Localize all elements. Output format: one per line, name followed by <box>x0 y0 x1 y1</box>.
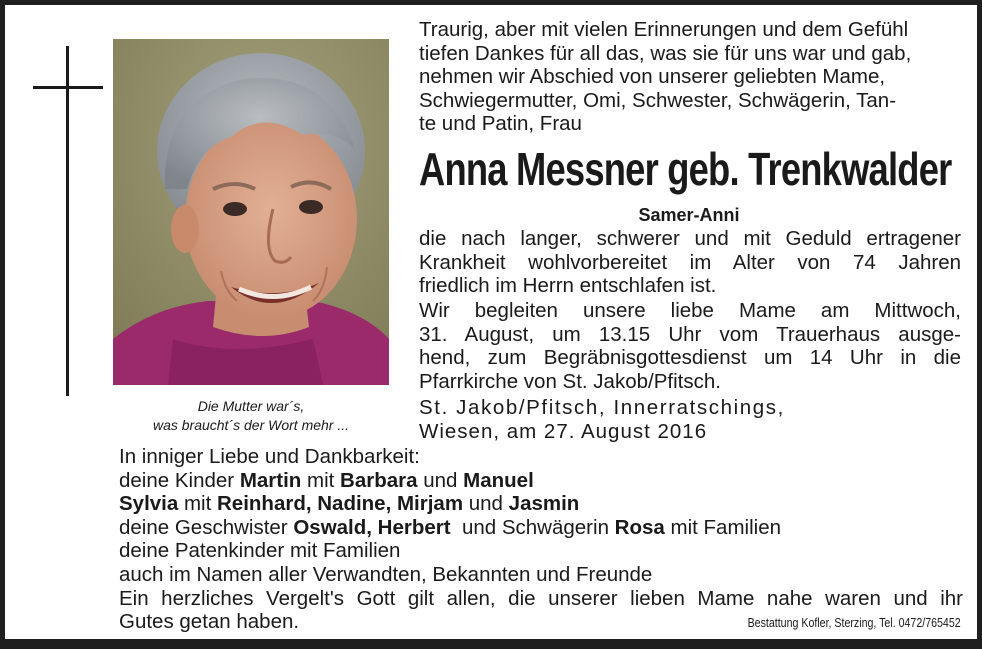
godchildren-line: deine Patenkinder mit Familien <box>119 539 401 562</box>
family-intro: In inniger Liebe und Dankbarkeit: <box>119 445 420 468</box>
passing-line: Krankheit wohlvorbereitet im Alter von 74 Jahren <box>419 250 961 274</box>
family-name: Barbara <box>340 468 418 492</box>
family-name: Rosa <box>614 515 665 539</box>
caption-line: was braucht´s der Wort mehr ... <box>152 417 350 433</box>
obituary-notice <box>5 5 977 639</box>
family-name: Martin <box>239 468 302 492</box>
closing-line: Ein herzliches Vergelt's Gott gilt allen, die unserer lieben Mame nahe waren und ihr <box>119 587 963 610</box>
place-line: St. Jakob/Pfitsch, Innerratschings, <box>419 396 785 419</box>
portrait-photo <box>113 39 389 385</box>
family-name: Sylvia <box>119 492 179 515</box>
family-name: Jasmin <box>508 492 580 515</box>
funeral-paragraph <box>419 299 961 393</box>
family-name: Reinhard, Nadine, Mirjam <box>217 492 464 515</box>
date-line: Wiesen, am 27. August 2016 <box>419 419 708 443</box>
deceased-name: Anna Messner geb. Trenkwalder <box>419 143 952 195</box>
cross-icon <box>33 46 103 396</box>
closing-line: Gutes getan haben. <box>119 610 300 633</box>
family-text: mit Familien <box>664 515 781 539</box>
intro-line: Schwiegermutter, Omi, Schwester, Schwägerin, Tan- <box>419 88 897 112</box>
photo-caption <box>113 397 389 435</box>
children-line <box>119 492 969 516</box>
family-text: deine Kinder <box>119 468 240 492</box>
funeral-line: Pfarrkirche von St. Jakob/Pfitsch. <box>419 369 721 393</box>
caption-line: Die Mutter war´s, <box>197 398 305 414</box>
intro-line: nehmen wir Abschied von unserer geliebten Mame, <box>419 65 886 88</box>
family-text: und <box>417 468 464 492</box>
passing-line: friedlich im Herrn entschlafen ist. <box>419 274 717 297</box>
family-name: Manuel <box>463 468 534 492</box>
nickname: Samer-Anni <box>638 205 740 225</box>
family-name: Oswald, Herbert <box>293 515 451 539</box>
family-text: mit <box>301 468 341 492</box>
funeral-line: hend, zum Begräbnisgottesdienst um 14 Uhr in die <box>419 346 961 369</box>
funeral-line: Wir begleiten unsere liebe Mame am Mittwoch, <box>419 299 961 322</box>
family-text: mit <box>178 492 217 515</box>
children-line <box>119 469 969 493</box>
undertaker-contact: Bestattung Kofler, Sterzing, Tel. 0472/765452 <box>747 616 961 630</box>
siblings-line <box>119 516 969 540</box>
family-text: und <box>463 492 509 515</box>
intro-line: tiefen Dankes für all das, was sie für uns war und gab, <box>419 41 912 65</box>
passing-paragraph <box>419 227 961 298</box>
family-text: und Schwägerin <box>450 515 615 539</box>
passing-line: die nach langer, schwerer und mit Geduld ertragener <box>419 227 961 250</box>
intro-line: Traurig, aber mit vielen Erinnerungen und dem Gefühl <box>419 18 909 41</box>
intro-line: te und Patin, Frau <box>419 112 582 135</box>
family-text: deine Geschwister <box>119 515 294 539</box>
intro-text <box>419 18 959 136</box>
family-list <box>119 445 969 586</box>
place-and-date <box>419 396 959 443</box>
funeral-line: 31. August, um 13.15 Uhr vom Trauerhaus ausge- <box>419 322 961 346</box>
relatives-line: auch im Namen aller Verwandten, Bekannten und Freunde <box>119 562 653 586</box>
